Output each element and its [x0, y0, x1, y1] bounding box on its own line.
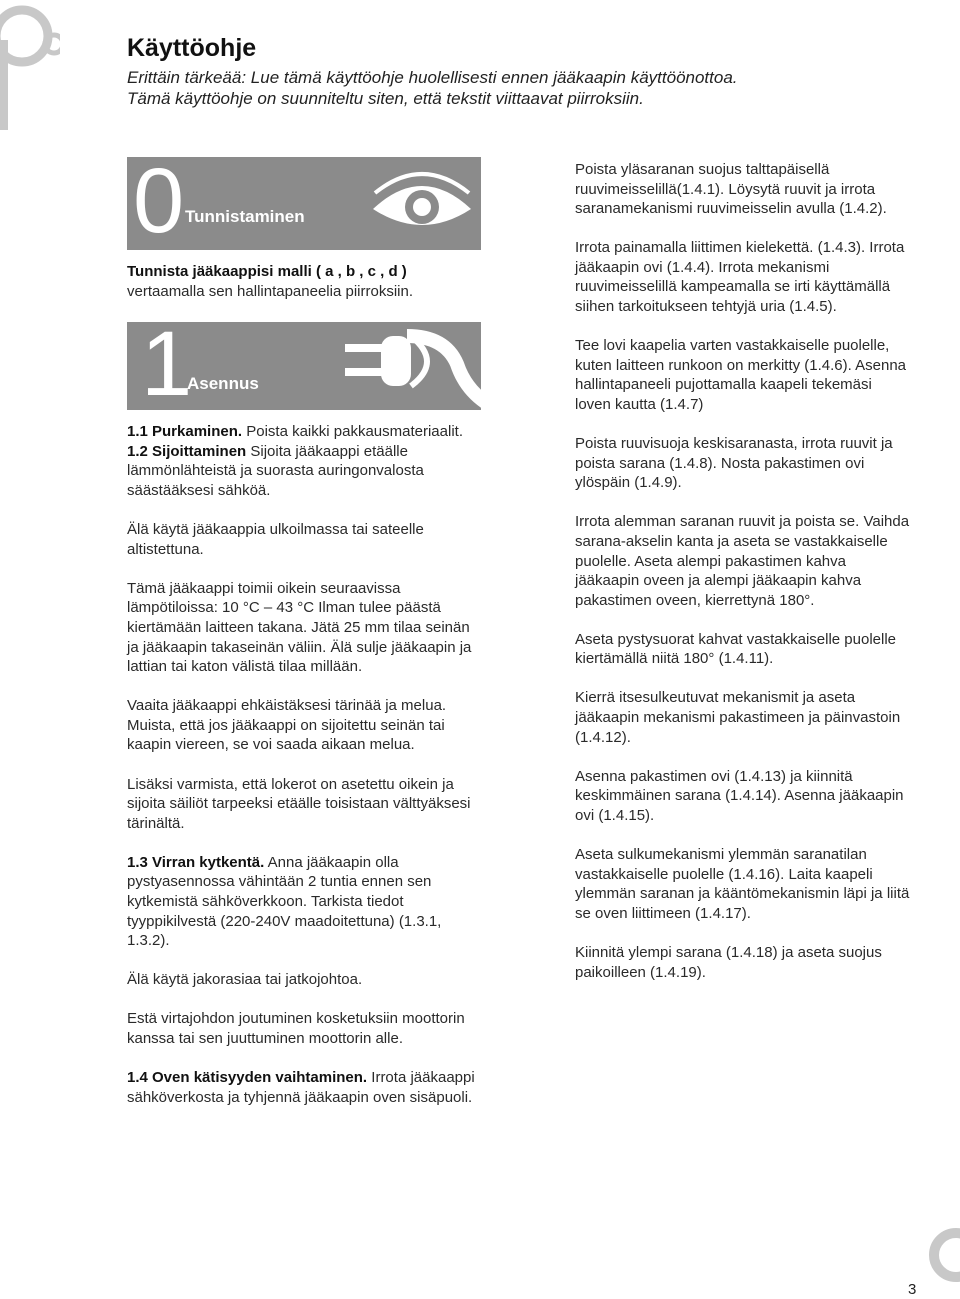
page-title: Käyttöohje	[127, 34, 257, 62]
text-1-1: Poista kaikki pakkausmateriaalit.	[242, 423, 463, 441]
section-number: 1	[141, 322, 193, 411]
paragraph-level: Vaaita jääkaappi ehkäistäksesi tärinää ja melua. Muista, että jos jääkaappi on sijoitettu seinän tai kaapin viereen, se voi saada aikaan melua.	[127, 697, 447, 754]
right-paragraph: Kiinnitä ylempi sarana (1.4.18) ja aseta suojus paikoilleen (1.4.19).	[575, 943, 882, 981]
text-1-3: Anna jääkaapin olla pystyasennossa vähintään 2 tuntia ennen sen kytkemistä sähköverkkoon. Tarkista tiedot tyyppikilvestä (220-240V maadoitettuna) (1.3.1, 1.3.2).	[127, 853, 442, 950]
document-header	[127, 34, 927, 109]
intro-line-2: Tämä käyttöohje on suunniteltu siten, että tekstit viittaavat piirroksiin.	[127, 89, 644, 108]
section-number: 0	[133, 157, 185, 250]
heading-1-1: 1.1 Purkaminen.	[127, 423, 243, 441]
right-paragraph: Poista yläsaranan suojus talttapäisellä ruuvimeisselillä(1.4.1). Löysytä ruuvit ja irrota saranamekanismi ruuvimeisselin avulla (1.4.2).	[575, 161, 887, 218]
page-number: 3	[908, 1281, 917, 1298]
text-1-2: Sijoita jääkaappi etäälle lämmönlähteistä ja suorasta auringonvalosta säästääksesi sähköä.	[127, 442, 424, 499]
paragraph-cable: Estä virtajohdon joutuminen kosketuksiin moottorin kanssa tai sen juuttuminen moottorin alle.	[127, 1010, 465, 1047]
section-heading: Tunnistaminen	[185, 207, 305, 226]
paragraph-drawers: Lisäksi varmista, että lokerot on asetettu oikein ja sijoita säiliöt tarpeeksi etäälle toisistaan välttyäksesi tärinältä.	[127, 775, 471, 832]
paragraph-1-3	[127, 853, 481, 951]
identification-text: vertaamalla sen hallintapaneelia piirroksiin.	[127, 282, 413, 300]
plug-icon	[335, 322, 481, 410]
right-paragraph: Asenna pakastimen ovi (1.4.13) ja kiinnitä keskimmäinen sarana (1.4.14). Asenna jääkaapin ovi (1.4.15).	[575, 767, 904, 824]
right-paragraph: Irrota alemman saranan ruuvit ja poista se. Vaihda sarana-akselin kanta ja aseta se vastakkaiselle puolelle. Aseta alempi pakastimen kahva jääkaapin oveen ja alempi jääkaapin kahva pakastimen oveen, kierrettynä 180°.	[575, 513, 910, 609]
identification-bold: Tunnista jääkaappisi malli ( a , b , c , d )	[127, 263, 407, 280]
paragraph-1-2	[127, 442, 481, 501]
right-paragraph: Tee lovi kaapelia varten vastakkaiselle puolelle, kuten laitteen runkoon on merkitty (1.4.6). Asenna hallintapaneeli pujottamalla kaapeli tekemäsi loven kautta (1.4.7)	[575, 337, 907, 413]
paragraph-outdoor: Älä käytä jääkaappia ulkoilmassa tai sateelle altistettuna.	[127, 521, 424, 558]
paragraph-temperature: Tämä jääkaappi toimii oikein seuraavissa lämpötiloissa: 10 °C – 43 °C Ilman tulee päästä kiertämään laitteen takana. Jätä 25 mm tilaa seinän ja jääkaapin takaseinän väliin. Älä sulje jääkaapin ja lattian tai katon välistä tilaa millään.	[127, 579, 472, 676]
right-paragraph: Aseta sulkumekanismi ylemmän saranatilan vastakkaiselle puolelle (1.4.16). Laita kaapeli ylemmän saranan ja kääntömekanismin läpi ja liitä se oven liittimeen (1.4.17).	[575, 846, 910, 922]
brand-logo-top	[0, 0, 60, 130]
section-banner-identification	[127, 157, 481, 250]
paragraph-1-1	[127, 422, 481, 442]
intro-line-1: Erittäin tärkeää: Lue tämä käyttöohje huolellisesti ennen jääkaapin käyttöönottoa.	[127, 68, 738, 87]
right-paragraph: Aseta pystysuorat kahvat vastakkaiselle puolelle kiertämällä niitä 180° (1.4.11).	[575, 630, 897, 668]
right-paragraph: Poista ruuvisuoja keskisaranasta, irrota ruuvit ja poista sarana (1.4.8). Nosta pakastimen ovi ylöspäin (1.4.9).	[575, 435, 893, 492]
brand-logo-bottom	[920, 1215, 960, 1299]
section-heading: Asennus	[187, 374, 259, 394]
right-paragraph: Irrota painamalla liittimen kielekettä. (1.4.3). Irrota jääkaapin ovi (1.4.4). Irrota mekanismi ruuvimeisselillä kampeamalla se irti käyttämällä siihen tarkoitukseen tehtyjä uria (1.4.5).	[575, 239, 905, 316]
heading-1-2: 1.2 Sijoittaminen	[127, 442, 247, 460]
eye-icon	[367, 169, 477, 239]
right-column	[575, 160, 910, 982]
left-column	[127, 157, 481, 1107]
heading-1-3: 1.3 Virran kytkentä.	[127, 853, 265, 871]
identification-paragraph	[127, 262, 481, 301]
heading-1-4: 1.4 Oven kätisyyden vaihtaminen.	[127, 1069, 368, 1087]
text-1-4: Irrota jääkaappi sähköverkosta ja tyhjennä jääkaapin oven sisäpuoli.	[127, 1069, 475, 1106]
right-paragraph: Kierrä itsesulkeutuvat mekanismit ja aseta jääkaapin mekanismi pakastimeen ja päinvastoin (1.4.12).	[575, 689, 901, 746]
paragraph-1-4	[127, 1068, 481, 1107]
section-banner-installation	[127, 322, 481, 410]
paragraph-no-adapter: Älä käytä jakorasiaa tai jatkojohtoa.	[127, 971, 363, 989]
